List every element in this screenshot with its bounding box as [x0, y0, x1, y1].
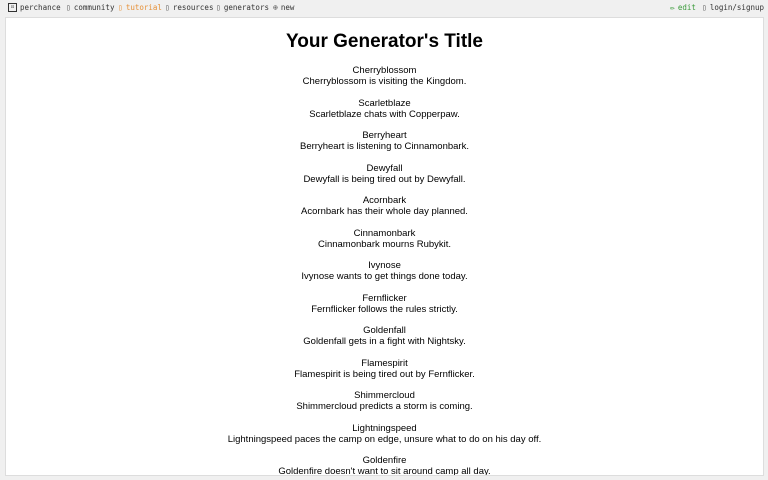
folder-icon: ▯ — [165, 2, 170, 12]
entry-name: Goldenfire — [362, 455, 407, 466]
entry-name: Berryheart — [362, 130, 407, 141]
entry-text: Shimmercloud predicts a storm is coming. — [296, 401, 473, 412]
list-item — [6, 228, 763, 250]
nav-label: generators — [223, 3, 269, 12]
chat-icon: ▯ — [66, 2, 71, 12]
entry-text: Goldenfall gets in a fight with Nightsky. — [303, 336, 466, 347]
entry-name: Fernflicker — [362, 292, 407, 304]
entry-name: Acornbark — [362, 195, 407, 206]
nav-perchance[interactable] — [8, 3, 61, 12]
top-nav-bar — [0, 0, 768, 16]
list-item — [6, 455, 763, 476]
nav-label: community — [73, 3, 115, 12]
list-item — [6, 390, 763, 412]
entry-text: Berryheart is listening to Cinnamonbark. — [300, 141, 469, 152]
plus-circle-icon: ⊕ — [273, 2, 278, 12]
entry-name: Cherryblossom — [352, 65, 417, 76]
list-item — [6, 130, 763, 152]
nav-new[interactable] — [273, 3, 294, 12]
entry-text: Dewyfall is being tired out by Dewyfall. — [303, 173, 466, 185]
entries-list — [6, 65, 763, 476]
list-item — [6, 293, 763, 315]
entry-name: Goldenfall — [363, 325, 406, 336]
list-icon: ▯ — [216, 2, 221, 12]
entry-text: Flamespirit is being tired out by Fernflicker. — [294, 368, 475, 380]
entry-name: Lightningspeed — [352, 422, 417, 434]
entry-text: Fernflicker follows the rules strictly. — [311, 303, 458, 315]
entry-name: Cinnamonbark — [353, 227, 416, 239]
edit-label: edit — [677, 3, 696, 12]
list-item — [6, 98, 763, 120]
book-icon: ▯ — [118, 2, 123, 12]
entry-text: Acornbark has their whole day planned. — [301, 206, 468, 217]
list-item — [6, 65, 763, 87]
nav-community[interactable] — [66, 3, 114, 12]
list-item — [6, 358, 763, 380]
entry-text: Cinnamonbark mourns Rubykit. — [317, 238, 452, 250]
entry-text: Ivynose wants to get things done today. — [301, 271, 468, 282]
nav-generators[interactable] — [216, 3, 269, 12]
list-item — [6, 163, 763, 185]
nav-label: resources — [172, 3, 214, 12]
generator-output-panel — [5, 17, 764, 476]
user-icon: ▯ — [702, 2, 707, 12]
list-item — [6, 195, 763, 217]
nav-tutorial[interactable] — [118, 3, 162, 12]
page-title: Your Generator's Title — [285, 31, 484, 52]
nav-resources[interactable] — [165, 3, 213, 12]
list-item — [6, 260, 763, 282]
pencil-icon: ✏ — [670, 2, 675, 12]
entry-text: Goldenfire doesn't want to sit around camp all day. — [278, 466, 491, 476]
entry-text: Scarletblaze chats with Copperpaw. — [309, 108, 460, 120]
entry-name: Shimmercloud — [354, 390, 415, 401]
entry-name: Dewyfall — [366, 162, 403, 174]
dice-icon: ⚄ — [8, 3, 17, 12]
list-item — [6, 325, 763, 347]
entry-text: Cherryblossom is visiting the Kingdom. — [302, 76, 467, 87]
entry-text: Lightningspeed paces the camp on edge, unsure what to do on his day off. — [227, 433, 542, 445]
list-item — [6, 423, 763, 445]
login-label: login/signup — [709, 3, 765, 12]
entry-name: Ivynose — [368, 260, 401, 271]
edit-button[interactable] — [670, 3, 696, 12]
entry-name: Scarletblaze — [358, 97, 411, 109]
nav-label: perchance — [20, 3, 61, 12]
nav-label: new — [280, 3, 295, 12]
login-signup-link[interactable] — [702, 3, 764, 12]
nav-label: tutorial — [125, 3, 162, 12]
entry-name: Flamespirit — [361, 357, 408, 369]
